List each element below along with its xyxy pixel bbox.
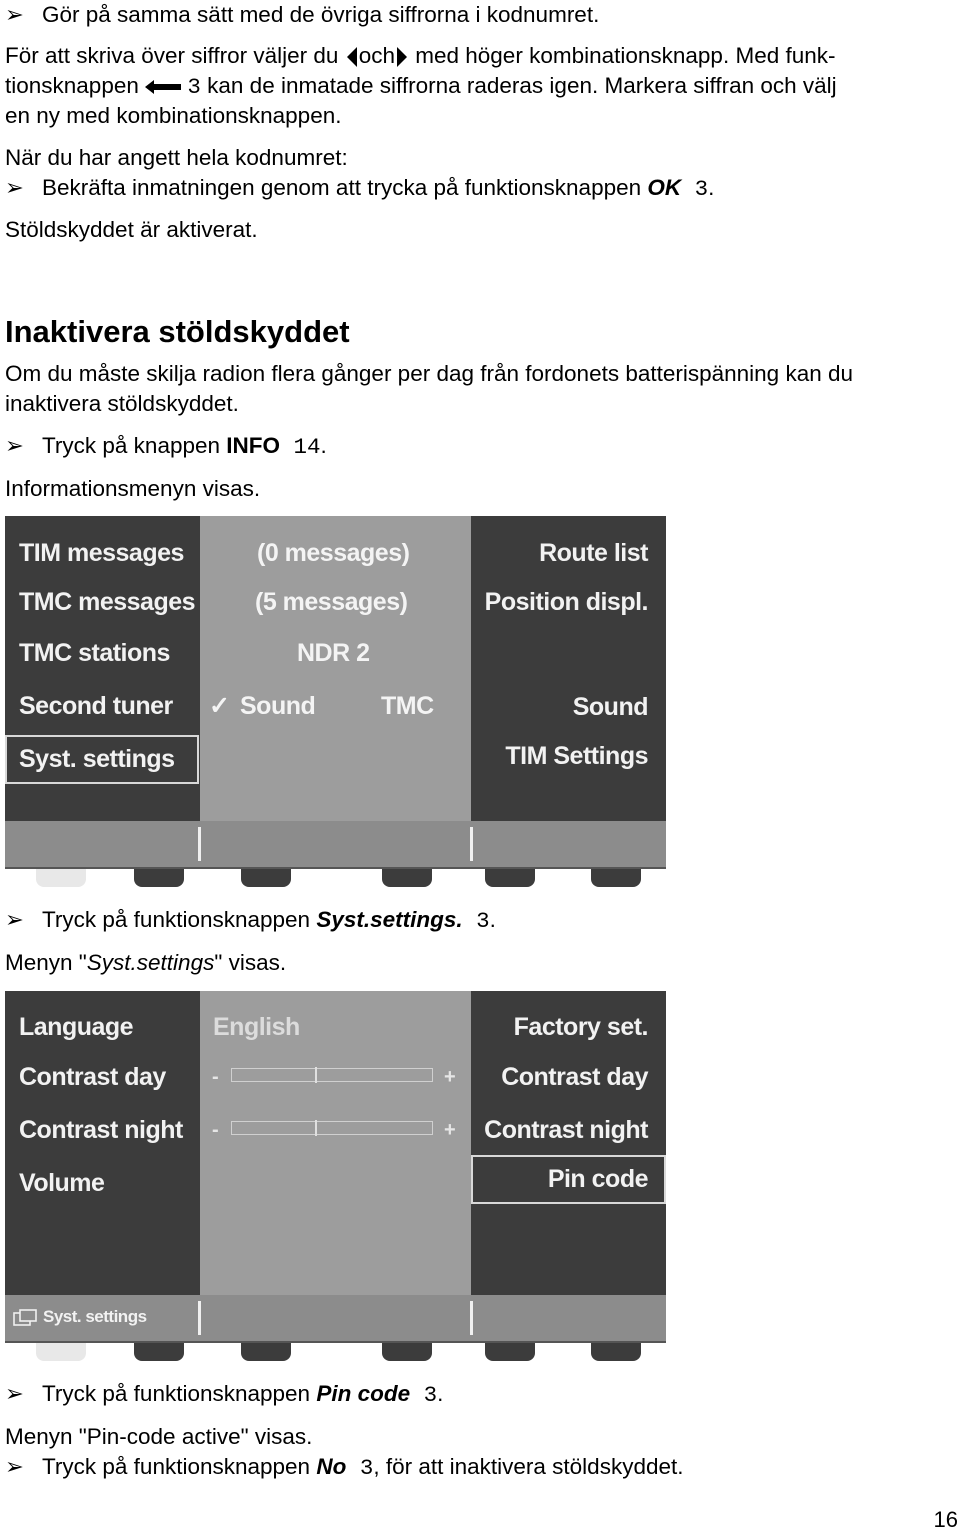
bullet-arrow-icon: ➢ bbox=[5, 1381, 24, 1406]
menu-item-tim-settings[interactable]: TIM Settings bbox=[505, 742, 648, 770]
softkey-6[interactable] bbox=[591, 1343, 641, 1361]
bullet-arrow-icon: ➢ bbox=[5, 175, 24, 200]
softkey-3[interactable] bbox=[241, 1343, 291, 1361]
contrast-night-minus[interactable]: - bbox=[212, 1119, 219, 1141]
softkey-2[interactable] bbox=[134, 1343, 184, 1361]
softkey-2[interactable] bbox=[134, 869, 184, 887]
contrast-day-plus[interactable]: + bbox=[444, 1066, 456, 1088]
right-arrow-icon bbox=[397, 47, 407, 67]
bullet-line-no: ➢ Tryck på funktionsknappen No 3, för att inaktivera stöldskyddet. bbox=[5, 1454, 684, 1481]
text-line: en ny med kombinationsknappen. bbox=[5, 103, 342, 128]
bullet-arrow-icon: ➢ bbox=[5, 907, 24, 932]
divider bbox=[198, 827, 201, 861]
bullet-line-repeat: ➢ Gör på samma sätt med de övriga siffrorna i kodnumret. bbox=[5, 0, 599, 30]
menu-item-pin-code[interactable]: Pin code bbox=[547, 1165, 648, 1193]
check-icon: ✓ bbox=[209, 692, 230, 720]
text-line: För att skriva över siffror väljer du och med höger kombinationsknapp. Med funk- bbox=[5, 43, 836, 68]
status-title: Syst. settings bbox=[43, 1307, 147, 1326]
softkey-5[interactable] bbox=[485, 869, 535, 887]
tmc-station-name: NDR 2 bbox=[297, 639, 370, 667]
bullet-line-confirm: ➢ Bekräfta inmatningen genom att trycka på funktionsknappen OK 3. bbox=[5, 175, 715, 202]
text-line: Om du måste skilja radion flera gånger per dag från fordonets batterispänning kan du bbox=[5, 361, 854, 386]
tuner-sound-option[interactable]: Sound bbox=[240, 692, 316, 720]
softkey-1[interactable] bbox=[36, 869, 86, 887]
syst-settings-screen bbox=[5, 991, 666, 1361]
softkey-row bbox=[5, 1343, 666, 1361]
menu-item-second-tuner[interactable]: Second tuner bbox=[19, 692, 173, 720]
menu-item-position-displ[interactable]: Position displ. bbox=[484, 588, 648, 616]
menu-item-tmc-stations[interactable]: TMC stations bbox=[19, 639, 170, 667]
menu-item-contrast-day[interactable]: Contrast day bbox=[19, 1063, 166, 1091]
softkey-1[interactable] bbox=[36, 1343, 86, 1361]
tmc-message-count: (5 messages) bbox=[255, 588, 408, 616]
page-number: 16 bbox=[933, 1507, 958, 1532]
softkey-row bbox=[5, 869, 666, 887]
bullet-line-info: ➢ Tryck på knappen INFO 14. bbox=[5, 433, 327, 460]
menu-item-route-list[interactable]: Route list bbox=[539, 539, 648, 567]
menu-item-sound[interactable]: Sound bbox=[572, 693, 648, 721]
softkey-4[interactable] bbox=[382, 1343, 432, 1361]
bullet-line-pin-code: ➢ Tryck på funktionsknappen Pin code 3. bbox=[5, 1381, 444, 1408]
menu-item-language[interactable]: Language bbox=[19, 1013, 134, 1041]
softkey-3[interactable] bbox=[241, 869, 291, 887]
info-menu-screen bbox=[5, 516, 666, 887]
menu-item-contrast-night-right[interactable]: Contrast night bbox=[484, 1116, 648, 1144]
text-line: Menyn "Syst.settings" visas. bbox=[5, 950, 287, 975]
divider bbox=[470, 827, 473, 861]
language-value: English bbox=[213, 1013, 300, 1041]
text-line: tionsknappen 3 kan de inmatade siffrorna raderas igen. Markera siffran och välj bbox=[5, 73, 837, 100]
text-line: Informationsmenyn visas. bbox=[5, 476, 261, 501]
menu-item-volume[interactable]: Volume bbox=[19, 1169, 105, 1197]
bullet-line-syst-settings: ➢ Tryck på funktionsknappen Syst.settings. 3. bbox=[5, 907, 496, 934]
menu-item-tim-messages[interactable]: TIM messages bbox=[19, 539, 184, 567]
contrast-day-minus[interactable]: - bbox=[212, 1066, 219, 1088]
menu-item-contrast-night[interactable]: Contrast night bbox=[19, 1116, 183, 1144]
menu-item-tmc-messages[interactable]: TMC messages bbox=[19, 588, 196, 616]
tuner-tmc-option[interactable]: TMC bbox=[381, 692, 434, 720]
tim-message-count: (0 messages) bbox=[257, 539, 410, 567]
divider bbox=[198, 1301, 201, 1335]
menu-item-syst-settings[interactable]: Syst. settings bbox=[19, 745, 175, 773]
bullet-arrow-icon: ➢ bbox=[5, 2, 24, 27]
bullet-arrow-icon: ➢ bbox=[5, 1454, 24, 1479]
softkey-4[interactable] bbox=[382, 869, 432, 887]
contrast-night-slider-marker[interactable] bbox=[315, 1120, 317, 1136]
left-arrow-icon bbox=[347, 47, 357, 67]
menu-item-factory-set[interactable]: Factory set. bbox=[513, 1013, 648, 1041]
contrast-day-slider[interactable] bbox=[231, 1068, 433, 1082]
text-line: Stöldskyddet är aktiverat. bbox=[5, 217, 258, 242]
contrast-day-slider-marker[interactable] bbox=[315, 1067, 317, 1083]
status-bar bbox=[5, 821, 666, 867]
text-line: Menyn "Pin-code active" visas. bbox=[5, 1424, 313, 1449]
softkey-6[interactable] bbox=[591, 869, 641, 887]
contrast-night-slider[interactable] bbox=[231, 1121, 433, 1135]
section-heading: Inaktivera stöldskyddet bbox=[5, 314, 350, 349]
settings-screen-icon bbox=[13, 1309, 37, 1326]
text-line: När du har angett hela kodnumret: bbox=[5, 145, 348, 170]
menu-item-contrast-day-right[interactable]: Contrast day bbox=[501, 1063, 648, 1091]
contrast-night-plus[interactable]: + bbox=[444, 1119, 456, 1141]
bullet-arrow-icon: ➢ bbox=[5, 433, 24, 458]
backspace-arrow-icon bbox=[145, 79, 181, 95]
text-line: inaktivera stöldskyddet. bbox=[5, 391, 239, 416]
softkey-5[interactable] bbox=[485, 1343, 535, 1361]
divider bbox=[470, 1301, 473, 1335]
